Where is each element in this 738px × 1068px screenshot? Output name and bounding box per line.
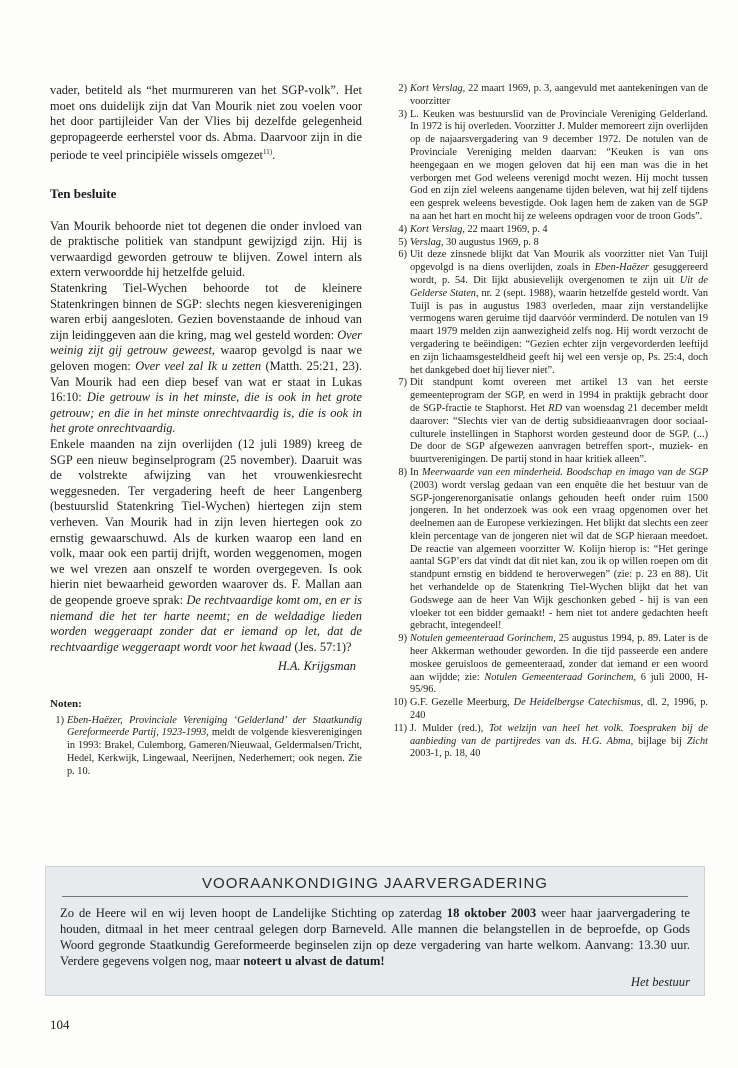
footnote-9: 9) Notulen gemeenteraad Gorinchem, 25 augustus 1994, p. 89. Later is de heer Akkerman wethouder geworden. In die tijd passeerde een andere moskee geruisloos de gemeenteraad, zonder dat iemand er een woord aan wijdde; zie: Notulen Gemeenteraad Gorinchem, 6 juli 2000, H-95/96. [398,633,708,696]
section-heading: Ten besluite [50,186,117,202]
announcement-emphasis: noteert u alvast de datum! [243,954,385,968]
footnote-10: 10) G.F. Gezelle Meerburg, De Heidelbergse Catechismus, dl. 2, 1996, p. 240 [393,697,709,722]
page-number: 104 [50,1017,70,1032]
footnote-2: 2) Kort Verslag, 22 maart 1969, p. 3, aangevuld met aantekeningen van de voorzitter [398,83,708,107]
footnote-ref-11: 11) [262,148,273,157]
footnote-7: 7) Dit standpunt komt overeen met artikel 13 van het eerste gemeenteprogram der SGP, en werd in 1994 in praktijk gebracht door de SGP-fractie te Staphorst. Het RD van woensdag 21 december meldt daarover: “Slechts vier van de dertig subsidieaanvragen door sociaal-culturele instellingen in Staphorst worden gesteund door de SGP. (...) De door de SGP afgewezen aanvragen betreffen sport-, muziek- en buurtverenigingen. De partij stond in haar kritiek alleen”. [398,377,708,466]
body-paragraph-3: Enkele maanden na zijn overlijden (12 juli 1989) kreeg de SGP een nieuw beginselprogram (25 november). Daaruit was de volstrekte afwijzing van het vrouwenkiesrecht weggesneden. Ter vergadering heeft de heer Langenberg (bestuurslid Statenkring Tiel-Wychen) hiertegen zijn stem verheven. Van Mourik had in zijn leven hiertegen ook zo ernstig gewaarschuwd. Als de kurken waarop een land en volk, maar ook een partij drijft, worden weggenomen, mogen we wel vrezen aan onszelf te worden overgegeven. Is ook hierin niet bewaarheid geworden waarover ds. F. Mallan aan de geopende groeve sprak: De rechtvaardige komt om, en er is niemand die het ter harte neemt; en de weldadige lieden worden weggeraapt zonder dat er iemand op let, dat de rechtvaardige weggeraapt wordt voor het kwaad (Jes. 57:1)? [50,437,362,654]
left-column [50,83,362,778]
right-column-notes [392,83,708,761]
announcement-date: 18 oktober 2003 [446,906,537,920]
author-signature: H.A. Krijgsman [277,659,356,674]
announcement-signature: Het bestuur [630,975,690,989]
footnote-4: 4) Kort Verslag, 22 maart 1969, p. 4 [398,223,548,235]
footnote-8: 8) In Meerwaarde van een minderheid. Boodschap en imago van de SGP (2003) wordt verslag gedaan van een enquête die het bestuur van de SGP-jongerenorganisatie onlangs gehouden heeft onder ruim 1500 jongeren. In het onderzoek was ook een vraag opgenomen over het deelnemen aan de Europese verkiezingen. Het blijkt dat slechts een zeer klein percentage van de jongeren niet wil dat de SGP hieraan meedoet. De reactie van algemeen voorzitter W. Kolijn hierop is: “Het geringe aantal SGP’ers dat vindt dat dit niet kan, zou ik op willen roepen om dit standpunt ernstig en biddend te heroverwegen” (zie: p. 23 en 88). Uit het verhandelde op de Statenkring Tiel-Wychen blijkt dat het van Godswege aan de heer Van Wijk geschonken gebed - hij is van een vloeker tot een bidder gemaakt! - hem niet tot andere gedachten heeft gebracht, integendeel! [398,466,708,632]
footnote-11: 11) J. Mulder (red.), Tot welzijn van heel het volk. Toespraken bij de aanbieding van de partijredes van ds. H.G. Abma, bijlage bij Zicht 2003-1, p. 18, 40 [393,722,708,760]
announcement-title: VOORAANKONDIGING JAARVERGADERING [62,875,688,897]
body-paragraph-1: Van Mourik behoorde niet tot degenen die onder invloed van de praktische politiek van standpunt gewijzigd zijn. Hij is verwaardigd geworden getrouw te blijven. Zowel intern als extern verwoordde hij hetzelfde geluid. [50,218,362,280]
footnote-3: 3) L. Keuken was bestuurslid van de Provinciale Vereniging Gelderland. In 1972 is hij overleden. Voorzitter J. Mulder memoreert zijn overlijden op de najaarsvergadering van 9 december 1972. De notulen van de Provinciale Vereniging melden daarvan: “Keuken is van ons heengegaan en we mogen geloven dat hij een man was die in het verborgen met God weleens verenigd mocht wezen. Hij mocht tussen God en zijn ziel weleens aangename tijden beleven, wat hij zelf tijdens een gesprek weleens bevestigde. Ook lagen hem de zaken van de SGP na aan het hart en mocht hij ze weleens opdragen voor de troon Gods”. [398,108,708,222]
notes-list-left [50,715,362,779]
footnote-5: 5) Verslag, 30 augustus 1969, p. 8 [398,236,539,248]
announcement-box [45,866,705,996]
announcement-text: Zo de Heere wil en wij leven hoopt de Landelijke Stichting op zaterdag 18 oktober 2003 weer haar jaarvergadering te houden, ditmaal in het meer centraal gelegen dorp Barneveld. Alle mannen die belangstellen in de beproefde, op Gods Woord gegronde Staatkundig Gereformeerde beginselen zijn op deze vergadering van harte welkom. Aanvang: 13.30 uur. Verdere gegevens volgen nog, maar noteert u alvast de datum! [60,906,691,968]
footnote-6: 6) Uit deze zinsnede blijkt dat Van Mourik als voorzitter niet Van Tuijl opgevolgd is na diens overlijden, zoals in Eben-Haëzer gesuggereerd wordt, p. 54. Dit lijkt abusievelijk overgenomen te zijn uit Uit de Gelderse Staten, nr. 2 (sept. 1988), waarin hetzelfde gesteld wordt. Van Tuijl is pas in augustus 1983 overleden, maar zijn verstandelijke vermogens waren geruime tijd daarvóór verminderd. De notulen van 19 maart 1979 melden zijn aanwezigheid zelfs nog. Hij wordt verzocht de vergadering te beëindigen: “Gezien echter zijn vergevorderden leeftijd en zijn lichaamsgesteldheid geeft hij wel een versje op, Ps. 25:4, doch het dankgebed doet hij liever niet”. [398,249,708,376]
intro-paragraph: vader, betiteld als “het murmureren van het SGP-volk”. Het moet ons duidelijk zijn dat Van Mourik niet zou voelen voor het door partijleider Van der Vlies bij dezelfde gelegenheid gepropageerde eerherstel voor ds. Abma. Daarvoor zijn in die periode te veel principiële wissels omgezet$^{11)}$. [50,83,362,163]
body-paragraph-2: Statenkring Tiel-Wychen behoorde tot de kleinere Statenkringen binnen de SGP: slechts negen kiesverenigingen waren erbij aangesloten. Gezien bovenstaande de inhoud van zijn leidinggeven aan die kring, mag wel gesteld worden: Over weinig zijt gij getrouw geweest, waarop gevolgd is naar we geloven mogen: Over veel zal Ik u zetten (Matth. 25:21, 23). Van Mourik had een diep besef van wat er staat in Lukas 16:10: Die getrouw is in het minste, die is ook in het grote getrouw; en die in het minste onrechtvaardig is, die is ook in het grote onrechtvaardig. [50,281,362,436]
notes-heading: Noten: [50,697,82,710]
footnote-1: 1) Eben-Haëzer, Provinciale Vereniging ‘Gelderland’ der Staatkundig Gereformeerde Partij, 1923-1993, meldt de volgende kiesverenigingen in 1993: Brakel, Culemborg, Gameren/Nieuwaal, Geldermalsen/Tricht, Hedel, Kerkwijk, Lingewaal, Neerijnen, Nederhemert; ook negen. Zie p. 10. [55,714,362,777]
